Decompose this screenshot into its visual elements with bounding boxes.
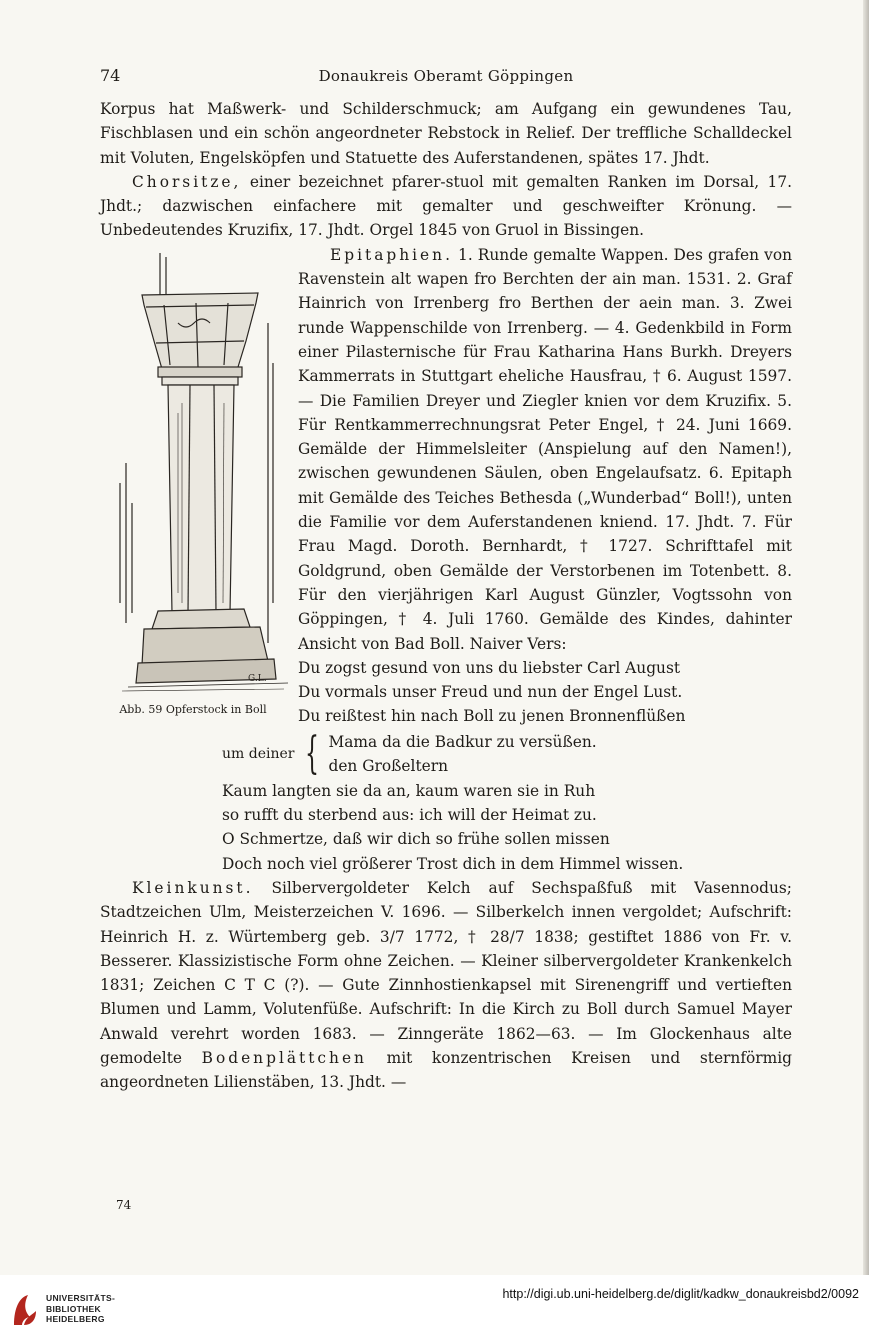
verse-block xyxy=(222,656,792,876)
footer-page-number: 74 xyxy=(116,1198,132,1212)
verse-line: Du zogst gesund von uns du liebster Carl August xyxy=(298,658,681,677)
figure-signature: G.L. xyxy=(248,673,267,684)
page-header xyxy=(100,66,792,90)
heading-epitaphien: Epitaphien. xyxy=(330,245,453,264)
verse-line: Du vormals unser Freud und nun der Engel Lust. xyxy=(298,683,683,702)
brace-options xyxy=(328,730,596,778)
kleinkunst-text: Silbervergoldeter Kelch auf Sechspaßfuß mit Vasennodus; Stadtzeichen Ulm, Meisterzeichen V. 1696. — Silberkelch innen vergoldet; Aufschrift: Heinrich H. z. Würtemberg geb. 3/7 1772, † 28/7 1838; gestiftet 1886 von Fr. v. Besserer. Klassizistische Form ohne Zeichen. — Kleiner silbervergoldeter Krankenkelch 1831; Zeichen C T C (?). — Gute Zinnhostienkapsel mit Sirenengriff und vertieften Blumen und Lamm, Volutenfüße. Aufschrift: In die Kirch zu Boll durch Samuel Mayer Anwald verehrt worden 1683. — Zinngeräte 1862—63. — Im Glockenhaus alte gemodelte xyxy=(100,878,792,1067)
verse-line: Kaum langten sie da an, kaum waren sie in Ruh xyxy=(222,781,596,800)
brace-option: Mama da die Badkur zu versüßen. xyxy=(328,732,597,751)
page-edge-shadow xyxy=(863,0,869,1275)
running-head: Donaukreis Oberamt Göppingen xyxy=(318,67,574,85)
paragraph-pulpit: Korpus hat Maßwerk- und Schilderschmuck; am Aufgang ein gewundenes Tau, Fischblasen und ein schön angeordneter Rebstock in Relief. Der treffliche Schalldeckel mit Voluten, Engelsköpfen und Statuette des Auferstandenen, spätes 17. Jhdt. xyxy=(100,100,792,167)
permalink-url[interactable]: http://digi.ub.uni-heidelberg.de/diglit/kadkw_donaukreisbd2/0092 xyxy=(502,1287,859,1301)
brace-option: den Großeltern xyxy=(328,756,449,775)
verse-line: Doch noch viel größerer Trost dich in dem Himmel wissen. xyxy=(222,854,684,873)
opferstock-illustration xyxy=(98,243,288,721)
logo-line: BIBLIOTHEK xyxy=(46,1303,101,1314)
verse-line: Du reißtest hin nach Boll zu jenen Bronnenflüßen xyxy=(298,707,686,726)
verse-brace-group xyxy=(222,729,792,779)
figure-caption: Abb. 59 Opferstock in Boll xyxy=(119,702,267,716)
curly-brace-icon: { xyxy=(305,727,320,779)
logo-line: UNIVERSITÄTS- xyxy=(46,1293,116,1303)
verse-line: so rufft du sterbend aus: ich will der Heimat zu. xyxy=(222,806,597,825)
figure-opferstock xyxy=(98,243,288,721)
library-logo[interactable] xyxy=(10,1291,170,1331)
library-seal-icon xyxy=(10,1291,40,1329)
heading-chorsitze: Chorsitze, xyxy=(132,172,242,191)
paragraph-kleinkunst xyxy=(100,876,792,1095)
kleinkunst-text-end: mit konzentrischen Kreisen und sternförmig angeordneten Lilienstäben, 13. Jhdt. — xyxy=(100,1048,793,1092)
logo-line: HEIDELBERG xyxy=(46,1314,105,1324)
spaced-term: Bodenplättchen xyxy=(201,1048,367,1067)
page-number: 74 xyxy=(100,66,121,85)
epitaphien-text: 1. Runde gemalte Wappen. Des grafen von Ravenstein alt wapen fro Berchten der ain man. 1531. 2. Graf Hainrich von Irrenberg fro Berthen der aein man. 3. Zwei runde Wappenschilde von Irrenberg. — 4. Gedenkbild in Form einer Pilasternische für Frau Katharina Hans Burkh. Dreyers Kammerrats in Stuttgart eheliche Hausfrau, † 6. August 1597. — Die Familien Dreyer und Ziegler knien vor dem Kruzifix. 5. Für Rentkammerrechnungsrat Peter Engel, † 24. Juni 1669. Gemälde der Himmelsleiter (Anspielung auf den Namen!), zwischen gewundenen Säulen, oben Engelaufsatz. 6. Epitaph mit Gemälde des Teiches Bethesda („Wunderbad“ Boll!), unten die Familie vor dem Auferstandenen kniend. 17. Jhdt. 7. Für Frau Magd. Doroth. Bernhardt, † 1727. Schrifttafel mit Goldgrund, oben Gemälde der Verstorbenen im Totenbett. 8. Für den vierjährigen Karl August Günzler, Vogtssohn von Göppingen, † 4. Juli 1760. Gemälde des Kindes, dahinter Ansicht von Bad Boll. Naiver Vers: xyxy=(298,245,792,653)
verse-line: O Schmertze, daß wir dich so frühe sollen missen xyxy=(222,830,610,849)
chorsitze-text: einer bezeichnet pfarer-stuol mit gemalten Ranken im Dorsal, 17. Jhdt.; dazwischen einfachere mit gemalter und geschweifter Krönung. — Unbedeutendes Kruzifix, 17. Jhdt. Orgel 1845 von Gruol in Bissingen. xyxy=(100,172,792,240)
brace-label: um deiner xyxy=(222,745,295,762)
body-text xyxy=(100,97,792,1095)
paragraph-chorsitze xyxy=(100,170,792,243)
viewer-footer xyxy=(0,1275,869,1340)
library-name xyxy=(46,1293,115,1325)
heading-kleinkunst: Kleinkunst. xyxy=(132,878,254,897)
